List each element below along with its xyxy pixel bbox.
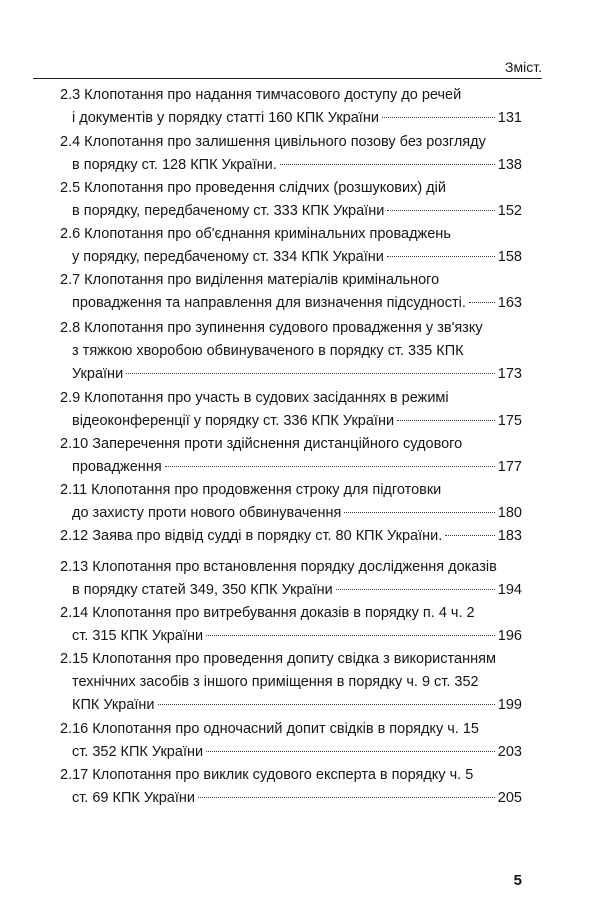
toc-entry-line: 2.13 Клопотання про встановлення порядку дослідження доказів: [60, 559, 497, 575]
toc-entry-text: 2.12 Заява про відвід судді в порядку ст. 80 КПК України.: [60, 528, 443, 544]
toc-entry-line: [60, 456, 522, 479]
toc-page-number: 180: [497, 505, 522, 521]
toc-entry-text: провадження: [72, 459, 162, 475]
toc-entry[interactable]: [60, 764, 522, 810]
toc-entry-line: 2.10 Заперечення проти здійснення дистанційного судового: [60, 436, 463, 452]
toc-entry-line: 2.4 Клопотання про залишення цивільного позову без розгляду: [60, 134, 486, 150]
toc-entry[interactable]: [60, 433, 522, 479]
toc-entry-line: [60, 787, 522, 810]
toc-entry-line: [60, 246, 522, 269]
toc-page-number: 194: [497, 582, 522, 598]
toc-entry[interactable]: [60, 556, 522, 602]
toc-entry-text: відеоконференції у порядку ст. 336 КПК України: [72, 413, 395, 429]
toc-entry-text: ст. 315 КПК України: [72, 628, 204, 644]
toc-entry[interactable]: [60, 525, 522, 548]
toc-page-number: 175: [497, 413, 522, 429]
toc-entry-line: [60, 694, 522, 717]
dot-leader: [126, 373, 495, 374]
toc-page-number: 173: [497, 366, 522, 382]
toc-page-number: 203: [497, 744, 522, 760]
dot-leader: [165, 466, 495, 467]
toc-entry-line: 2.3 Клопотання про надання тимчасового доступу до речей: [60, 87, 462, 103]
toc-entry-line: [60, 410, 522, 433]
toc-page-number: 163: [497, 295, 522, 311]
toc-entry-text: до захисту проти нового обвинувачення: [72, 505, 342, 521]
dot-leader: [336, 589, 495, 590]
toc-entry-line: 2.15 Клопотання про проведення допиту свідка з використанням: [60, 651, 496, 667]
toc-entry-line: [60, 502, 522, 525]
toc-page-number: 196: [497, 628, 522, 644]
toc-entry-text: у порядку, передбаченому ст. 334 КПК України: [72, 249, 384, 265]
toc-page-number: 138: [497, 157, 522, 173]
toc-entry-line: 2.11 Клопотання про продовження строку для підготовки: [60, 482, 442, 498]
toc-entry-line: 2.9 Клопотання про участь в судових засіданнях в режимі: [60, 390, 449, 406]
toc-entry[interactable]: [60, 84, 522, 130]
toc-entry-line: 2.6 Клопотання про об'єднання кримінальних проваджень: [60, 226, 451, 242]
toc-entry-line: [60, 107, 522, 130]
toc-entry-line: [60, 625, 522, 648]
toc-entry-line: [60, 154, 522, 177]
dot-leader: [280, 164, 495, 165]
toc-entry-text: в порядку, передбаченому ст. 333 КПК України: [72, 203, 385, 219]
dot-leader: [158, 704, 495, 705]
dot-leader: [469, 302, 495, 303]
toc-entry-text: і документів у порядку статті 160 КПК України: [72, 110, 379, 126]
toc-page-number: 152: [497, 203, 522, 219]
toc-entry[interactable]: [60, 131, 522, 177]
toc-entry-line: технічних засобів з іншого приміщення в порядку ч. 9 ст. 352: [72, 674, 479, 690]
dot-leader: [198, 797, 495, 798]
toc-entry-line: 2.5 Клопотання про проведення слідчих (розшукових) дій: [60, 180, 446, 196]
header-rule: [33, 78, 542, 79]
dot-leader: [344, 512, 494, 513]
running-header-title: Зміст.: [505, 59, 542, 75]
dot-leader: [206, 635, 495, 636]
toc-entry[interactable]: [60, 317, 522, 386]
toc-entry-line: [60, 363, 522, 386]
toc-entry-line: 2.17 Клопотання про виклик судового експерта в порядку ч. 5: [60, 767, 474, 783]
toc-entry[interactable]: [60, 177, 522, 223]
toc-entry-line: [60, 525, 522, 548]
toc-page-number: 183: [497, 528, 522, 544]
toc-page-number: 199: [497, 697, 522, 713]
dot-leader: [387, 256, 495, 257]
toc-entry[interactable]: [60, 479, 522, 525]
dot-leader: [397, 420, 495, 421]
toc-entry[interactable]: [60, 648, 522, 717]
toc-page-number: 131: [497, 110, 522, 126]
toc-entry[interactable]: [60, 718, 522, 764]
toc-page-number: 158: [497, 249, 522, 265]
toc-entry-text: ст. 69 КПК України: [72, 790, 196, 806]
toc-entry[interactable]: [60, 602, 522, 648]
toc-entry[interactable]: [60, 223, 522, 269]
toc-entry-text: КПК України: [72, 697, 155, 713]
toc-entry-text: України: [72, 366, 124, 382]
toc-entry-line: 2.14 Клопотання про витребування доказів в порядку п. 4 ч. 2: [60, 605, 475, 621]
toc-page-number: 205: [497, 790, 522, 806]
toc-entry-line: з тяжкою хворобою обвинуваченого в порядку ст. 335 КПК: [72, 343, 464, 359]
dot-leader: [382, 117, 495, 118]
page-number: 5: [513, 872, 522, 889]
toc-entry-text: в порядку ст. 128 КПК України.: [72, 157, 277, 173]
toc-entry-line: 2.8 Клопотання про зупинення судового провадження у зв'язку: [60, 320, 483, 336]
toc-entry-line: [60, 200, 522, 223]
toc-entry-line: [60, 741, 522, 764]
toc-entry-line: [60, 292, 522, 315]
toc-entry-text: провадження та направлення для визначення підсудності.: [72, 295, 466, 311]
dot-leader: [445, 535, 495, 536]
toc-entry-text: в порядку статей 349, 350 КПК України: [72, 582, 333, 598]
toc-entry-line: 2.16 Клопотання про одночасний допит свідків в порядку ч. 15: [60, 721, 479, 737]
toc-entry-line: [60, 579, 522, 602]
toc-entry[interactable]: [60, 269, 522, 315]
toc-entry-line: 2.7 Клопотання про виділення матеріалів кримінального: [60, 272, 440, 288]
toc-entry-text: ст. 352 КПК України: [72, 744, 204, 760]
toc-page-number: 177: [497, 459, 522, 475]
dot-leader: [387, 210, 494, 211]
dot-leader: [206, 751, 495, 752]
toc-entry[interactable]: [60, 387, 522, 433]
